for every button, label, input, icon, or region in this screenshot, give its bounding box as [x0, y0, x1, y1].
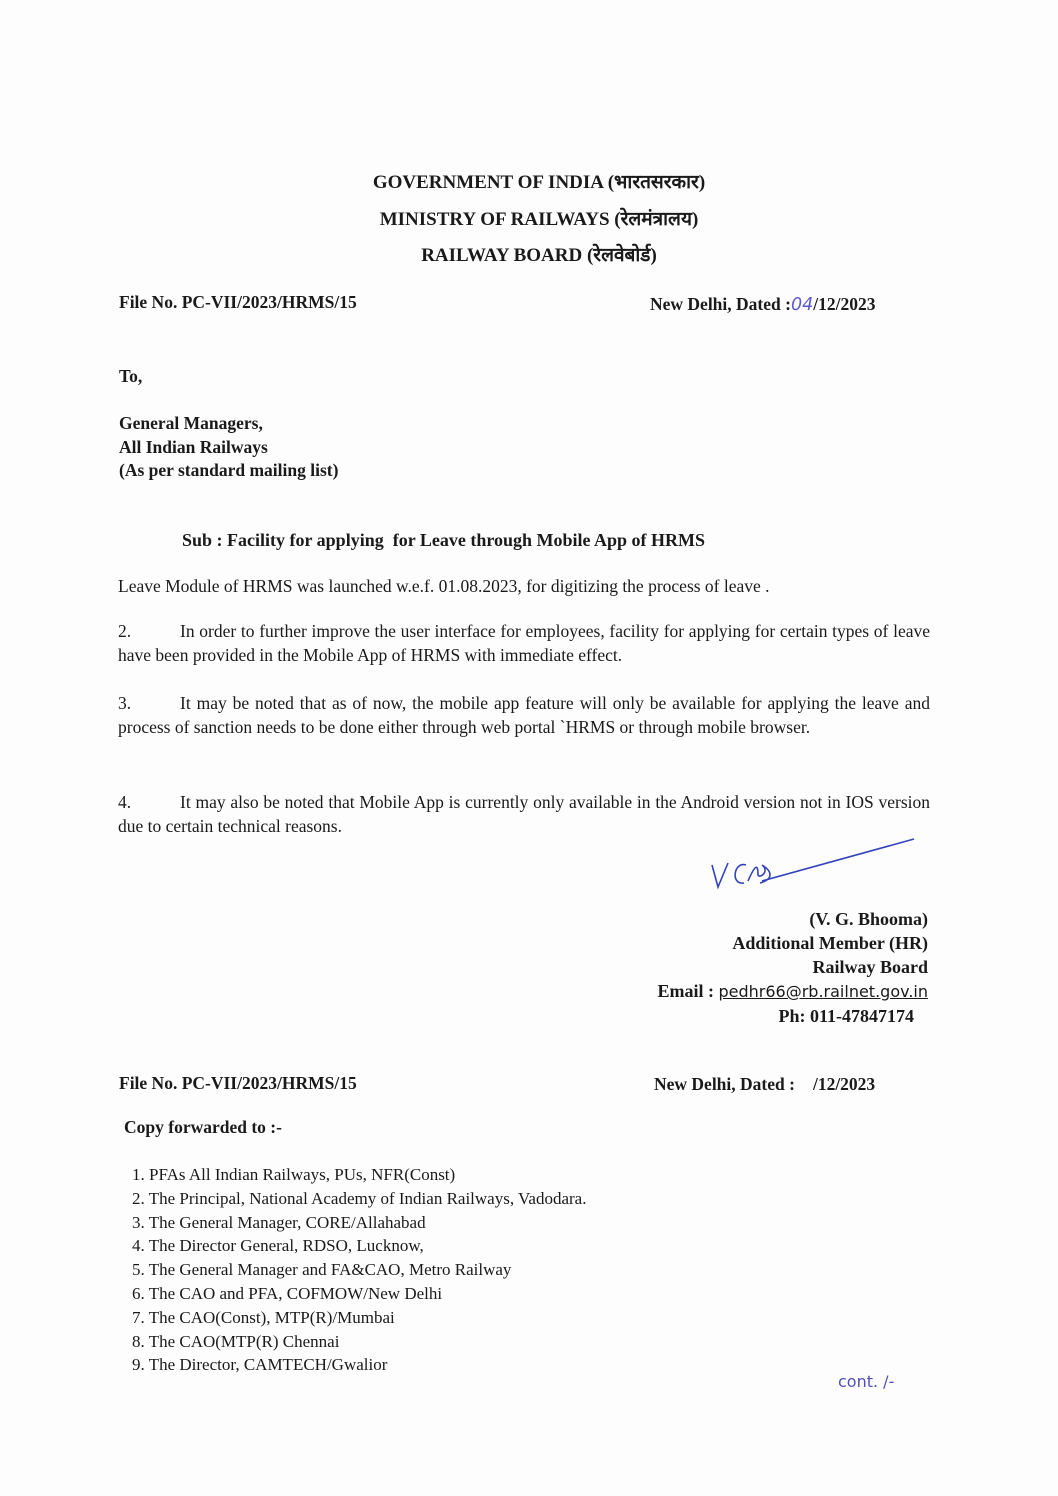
addressee-line: All Indian Railways	[119, 436, 268, 457]
signature-block	[657, 907, 928, 1028]
list-item: 9. The Director, CAMTECH/Gwalior	[132, 1355, 388, 1375]
copy-date-label: New Delhi, Dated :	[654, 1074, 795, 1094]
paragraph-text: It may also be noted that Mobile App is currently only available in the Android version not in IOS version due to certain technical reasons.	[118, 792, 930, 836]
list-item: 4. The Director General, RDSO, Lucknow,	[132, 1236, 424, 1256]
copy-list	[132, 1163, 586, 1377]
list-item: 3. The General Manager, CORE/Allahabad	[132, 1212, 426, 1232]
list-item: 1. PFAs All Indian Railways, PUs, NFR(Const)	[132, 1165, 456, 1184]
continued-note: cont. /-	[838, 1372, 895, 1391]
list-item: 5. The General Manager and FA&CAO, Metro Railway	[132, 1260, 512, 1280]
paragraph-3	[118, 691, 930, 739]
list-item: 8. The CAO(MTP(R) Chennai	[132, 1331, 340, 1351]
subject: Sub : Facility for applying for Leave through Mobile App of HRMS	[182, 530, 706, 550]
paragraph-1: Leave Module of HRMS was launched w.e.f. 01.08.2023, for digitizing the process of leave .	[118, 576, 770, 596]
paragraph-number: 2.	[118, 621, 132, 641]
copy-heading: Copy forwarded to :-	[124, 1117, 282, 1137]
paragraph-number: 3.	[118, 693, 132, 713]
list-item: 7. The CAO(Const), MTP(R)/Mumbai	[132, 1307, 395, 1327]
date-rest: /12/2023	[813, 294, 876, 314]
paragraph-text: It may be noted that as of now, the mobile app feature will only be available for applying the leave and process of sanction needs to be done either through web portal `HRMS or through mobile browser.	[118, 693, 930, 737]
addressee-line: (As per standard mailing list)	[119, 460, 339, 480]
paragraph-2	[118, 619, 930, 667]
list-item: 2. The Principal, National Academy of Indian Railways, Vadodara.	[132, 1188, 587, 1208]
paragraph-text: In order to further improve the user interface for employees, facility for applying for certain types of leave have been provided in the Mobile App of HRMS with immediate effect.	[118, 621, 930, 665]
file-number: File No. PC-VII/2023/HRMS/15	[119, 292, 357, 312]
signatory-office: Railway Board	[812, 957, 928, 977]
email-link[interactable]: pedhr66@rb.railnet.gov.in	[718, 982, 928, 1001]
paragraph-number: 4.	[118, 792, 132, 812]
addressee-line: General Managers,	[119, 413, 263, 433]
signatory-email-line	[657, 979, 928, 1004]
addressee-block	[119, 412, 338, 483]
copy-date-line	[654, 1074, 875, 1095]
date-day-handwritten: 04	[790, 295, 814, 315]
copy-file-number: File No. PC-VII/2023/HRMS/15	[119, 1073, 357, 1093]
date-label: New Delhi, Dated :	[650, 294, 791, 314]
to-label: To,	[119, 366, 143, 386]
signatory-designation: Additional Member (HR)	[732, 933, 928, 953]
date-line	[650, 294, 875, 315]
copy-date-rest: /12/2023	[812, 1074, 876, 1094]
email-label: Email :	[657, 981, 714, 1001]
paragraph-4	[118, 790, 930, 838]
header-line-1: GOVERNMENT OF INDIA (भारतसरकार)	[372, 172, 706, 193]
signatory-phone: Ph: 011-47847174	[778, 1006, 914, 1026]
handwritten-signature	[700, 835, 930, 895]
list-item: 6. The CAO and PFA, COFMOW/New Delhi	[132, 1283, 443, 1303]
header-line-2: MINISTRY OF RAILWAYS (रेलमंत्रालय)	[379, 209, 699, 230]
signatory-name: (V. G. Bhooma)	[809, 909, 928, 929]
header-line-3: RAILWAY BOARD (रेलवेबोर्ड)	[421, 245, 657, 266]
